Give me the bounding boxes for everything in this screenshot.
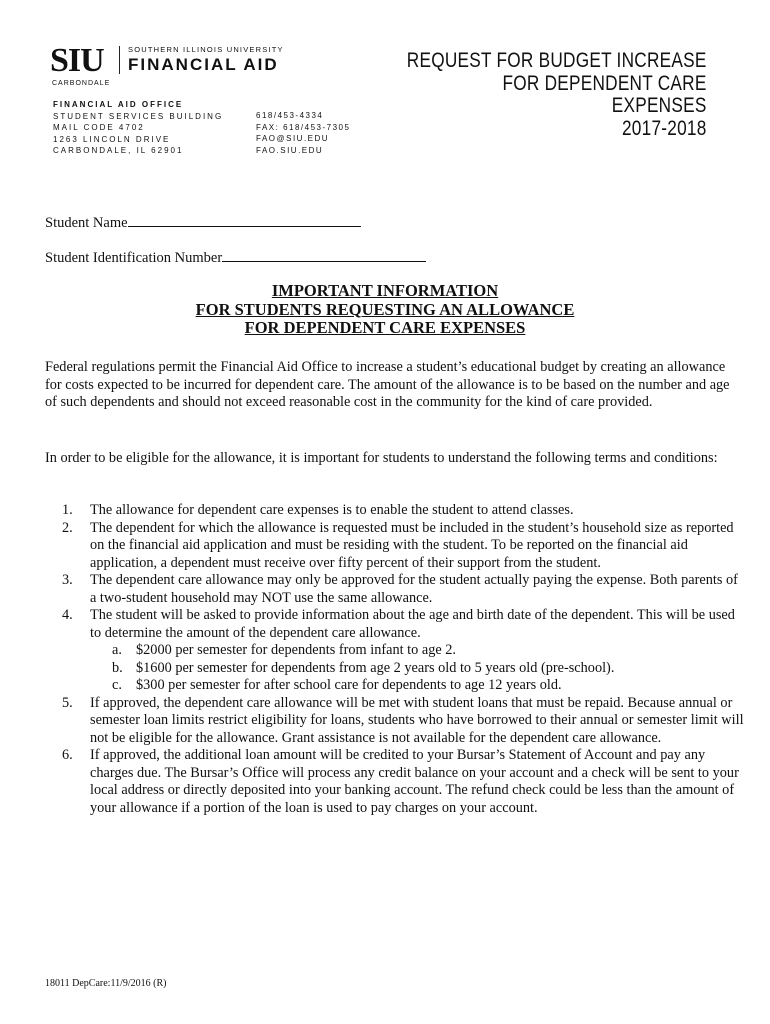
condition-item: [45, 520, 745, 573]
document-title: [407, 50, 707, 140]
student-name-label: Student Name: [45, 215, 128, 231]
heading-line: FOR DEPENDENT CARE EXPENSES: [244, 318, 526, 337]
siu-financial-aid-logo: [50, 42, 300, 92]
condition-number: 3.: [62, 572, 73, 588]
siu-logo-mark: SIU: [50, 42, 104, 79]
university-name: SOUTHERN ILLINOIS UNIVERSITY: [128, 45, 284, 54]
allowance-amounts-list: [90, 642, 745, 695]
condition-number: 4.: [62, 607, 73, 623]
phone-number: 618/453-4334: [256, 111, 324, 120]
allowance-text: $300 per semester for after school care for dependents to age 12 years old.: [136, 677, 562, 693]
condition-number: 1.: [62, 502, 73, 518]
office-line: 1263 LINCOLN DRIVE: [53, 134, 171, 144]
form-code-footer: 18011 DepCare:11/9/2016 (R): [45, 978, 167, 989]
condition-number: 2.: [62, 519, 73, 536]
allowance-item: [90, 660, 745, 678]
office-address: [53, 99, 223, 157]
student-name-field[interactable]: [128, 212, 361, 227]
condition-number: 5.: [62, 694, 73, 711]
email-address: FAO@SIU.EDU: [256, 134, 330, 144]
student-id-label: Student Identification Number: [45, 250, 223, 266]
fax-number: FAX: 618/453-7305: [256, 122, 351, 132]
condition-text: If approved, the additional loan amount will be credited to your Bursar’s Statement of Account and pay any charges due. The Bursar’s Office will process any credit balance on your account and a check will be sent to your local address or directly deposited into your banking account. The refund check could be less than the amount of your allowance if a portion of the loan is used to pay charges on your account.: [90, 747, 739, 816]
eligibility-paragraph: In order to be eligible for the allowance, it is important for students to understand the following terms and conditions:: [45, 450, 718, 466]
intro-paragraph: Federal regulations permit the Financial Aid Office to increase a student’s educational budget by creating an allowance for costs expected to be incurred for dependent care. The amount of the allowance is to be based on the number and age of such dependents and should not exceed reasonable cost in the community for the kind of care provided.: [45, 359, 730, 410]
condition-text: The dependent for which the allowance is requested must be included in the student’s household size as reported on the financial aid application and must be residing with the student. To be reported on the financial aid application, a dependent must receive over fifty percent of their support from the student.: [90, 519, 734, 571]
title-year: 2017-2018: [622, 116, 707, 140]
condition-text: If approved, the dependent care allowance will be met with student loans that must be repaid. Because annual or semester loan limits restrict eligibility for loans, students who have borrowed to their annual or semester limit will not be eligible for the allowance. Grant assistance is not available for the dependent care allowance.: [90, 694, 744, 746]
condition-item: [45, 607, 745, 695]
department-name: FINANCIAL AID: [128, 55, 279, 74]
allowance-item: [90, 677, 745, 695]
condition-item: [45, 747, 745, 817]
title-line: EXPENSES: [612, 94, 707, 117]
student-id-field[interactable]: [222, 247, 426, 262]
office-line: MAIL CODE 4702: [53, 123, 145, 133]
allowance-letter: a.: [112, 642, 122, 658]
allowance-item: [90, 642, 745, 660]
heading-line: IMPORTANT INFORMATION: [271, 281, 499, 300]
student-name-row: [45, 212, 361, 232]
allowance-text: $2000 per semester for dependents from infant to age 2.: [136, 642, 456, 658]
condition-text: The dependent care allowance may only be approved for the student actually paying the expense. Both parents of a two-student household may NOT use the same allowance.: [90, 572, 738, 606]
condition-item: [45, 572, 745, 607]
terms-and-conditions-list: [45, 502, 745, 817]
office-line: CARBONDALE, IL 62901: [53, 146, 184, 156]
condition-number: 6.: [62, 747, 73, 763]
student-id-row: [45, 247, 426, 267]
condition-item: [45, 695, 745, 748]
logo-divider: [119, 46, 120, 74]
heading-line: FOR STUDENTS REQUESTING AN ALLOWANCE: [195, 299, 575, 319]
important-information-heading: [0, 282, 770, 338]
condition-item: [45, 502, 745, 520]
condition-text: The allowance for dependent care expenses is to enable the student to attend classes.: [90, 502, 574, 518]
allowance-letter: b.: [112, 659, 123, 676]
office-line: STUDENT SERVICES BUILDING: [53, 111, 224, 121]
website: FAO.SIU.EDU: [256, 145, 324, 155]
title-line: REQUEST FOR BUDGET INCREASE: [407, 49, 707, 72]
condition-text: The student will be asked to provide information about the age and birth date of the dependent. This will be used to determine the amount of the dependent care allowance.: [90, 607, 735, 641]
allowance-text: $1600 per semester for dependents from age 2 years old to 5 years old (pre-school).: [136, 659, 615, 676]
allowance-letter: c.: [112, 677, 122, 693]
campus-name: CARBONDALE: [52, 80, 111, 87]
office-line: FINANCIAL AID OFFICE: [53, 100, 184, 109]
title-line: FOR DEPENDENT CARE: [502, 71, 707, 95]
office-contact: [256, 110, 350, 156]
